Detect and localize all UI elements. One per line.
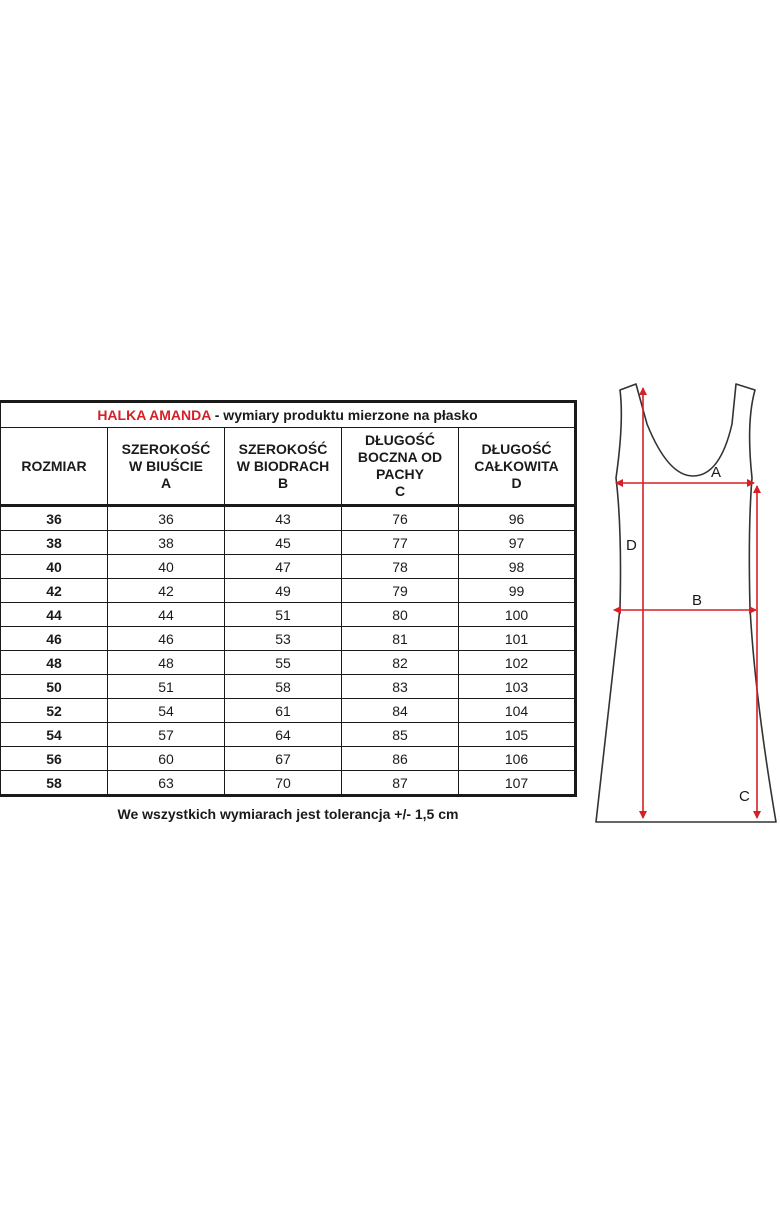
- side-length-cell: 87: [342, 771, 459, 796]
- dress-measurement-diagram: [590, 378, 780, 830]
- side-length-cell: 77: [342, 531, 459, 555]
- table-row: [0, 506, 576, 531]
- bust-cell: 42: [108, 579, 225, 603]
- table-body: [0, 506, 576, 796]
- size-cell: 58: [0, 771, 108, 796]
- size-cell: 40: [0, 555, 108, 579]
- bust-cell: 44: [108, 603, 225, 627]
- side-length-cell: 80: [342, 603, 459, 627]
- size-cell: 52: [0, 699, 108, 723]
- header-hip-width: SZEROKOŚĆ W BIODRACH B: [225, 428, 342, 506]
- bust-cell: 51: [108, 675, 225, 699]
- table-row: [0, 579, 576, 603]
- bust-cell: 38: [108, 531, 225, 555]
- hip-cell: 55: [225, 651, 342, 675]
- table-row: [0, 699, 576, 723]
- table-title-text: - wymiary produktu mierzone na płasko: [210, 407, 478, 423]
- size-cell: 46: [0, 627, 108, 651]
- bust-cell: 63: [108, 771, 225, 796]
- size-cell: 38: [0, 531, 108, 555]
- label-b: B: [692, 592, 703, 609]
- size-cell: 36: [0, 506, 108, 531]
- size-cell: 50: [0, 675, 108, 699]
- total-length-cell: 99: [459, 579, 576, 603]
- label-c: C: [739, 788, 750, 805]
- total-length-cell: 107: [459, 771, 576, 796]
- header-size: ROZMIAR: [0, 428, 108, 506]
- total-length-cell: 96: [459, 506, 576, 531]
- total-length-cell: 98: [459, 555, 576, 579]
- table-row: [0, 747, 576, 771]
- size-table: [0, 400, 577, 797]
- table-row: [0, 555, 576, 579]
- total-length-cell: 106: [459, 747, 576, 771]
- side-length-cell: 79: [342, 579, 459, 603]
- size-cell: 48: [0, 651, 108, 675]
- bust-cell: 40: [108, 555, 225, 579]
- table-row: [0, 627, 576, 651]
- table-row: [0, 603, 576, 627]
- hip-cell: 70: [225, 771, 342, 796]
- size-cell: 42: [0, 579, 108, 603]
- bust-cell: 48: [108, 651, 225, 675]
- total-length-cell: 100: [459, 603, 576, 627]
- size-cell: 54: [0, 723, 108, 747]
- label-a: A: [711, 464, 722, 481]
- bust-cell: 46: [108, 627, 225, 651]
- side-length-cell: 84: [342, 699, 459, 723]
- header-total-length: DŁUGOŚĆ CAŁKOWITA D: [459, 428, 576, 506]
- label-d: D: [626, 537, 637, 554]
- hip-cell: 51: [225, 603, 342, 627]
- side-length-cell: 85: [342, 723, 459, 747]
- bust-cell: 60: [108, 747, 225, 771]
- side-length-cell: 78: [342, 555, 459, 579]
- total-length-cell: 104: [459, 699, 576, 723]
- total-length-cell: 105: [459, 723, 576, 747]
- dress-outline-svg: [590, 378, 780, 830]
- bust-cell: 36: [108, 506, 225, 531]
- hip-cell: 58: [225, 675, 342, 699]
- header-bust-width: SZEROKOŚĆ W BIUŚCIE A: [108, 428, 225, 506]
- table-row: [0, 651, 576, 675]
- bust-cell: 57: [108, 723, 225, 747]
- tolerance-note: We wszystkich wymiarach jest tolerancja +/- 1,5 cm: [117, 806, 459, 822]
- total-length-cell: 101: [459, 627, 576, 651]
- side-length-cell: 83: [342, 675, 459, 699]
- size-table-container: [0, 400, 574, 797]
- hip-cell: 61: [225, 699, 342, 723]
- total-length-cell: 103: [459, 675, 576, 699]
- hip-cell: 43: [225, 506, 342, 531]
- size-cell: 44: [0, 603, 108, 627]
- hip-cell: 53: [225, 627, 342, 651]
- hip-cell: 49: [225, 579, 342, 603]
- size-cell: 56: [0, 747, 108, 771]
- total-length-cell: 97: [459, 531, 576, 555]
- hip-cell: 64: [225, 723, 342, 747]
- bust-cell: 54: [108, 699, 225, 723]
- dress-outline: [596, 384, 776, 822]
- side-length-cell: 82: [342, 651, 459, 675]
- side-length-cell: 76: [342, 506, 459, 531]
- total-length-cell: 102: [459, 651, 576, 675]
- side-length-cell: 86: [342, 747, 459, 771]
- table-row: [0, 675, 576, 699]
- header-side-length: DŁUGOŚĆ BOCZNA OD PACHY C: [342, 428, 459, 506]
- hip-cell: 67: [225, 747, 342, 771]
- hip-cell: 45: [225, 531, 342, 555]
- side-length-cell: 81: [342, 627, 459, 651]
- table-row: [0, 723, 576, 747]
- table-row: [0, 771, 576, 796]
- hip-cell: 47: [225, 555, 342, 579]
- product-name: HALKA AMANDA: [97, 407, 211, 423]
- table-title: [0, 402, 576, 428]
- table-row: [0, 531, 576, 555]
